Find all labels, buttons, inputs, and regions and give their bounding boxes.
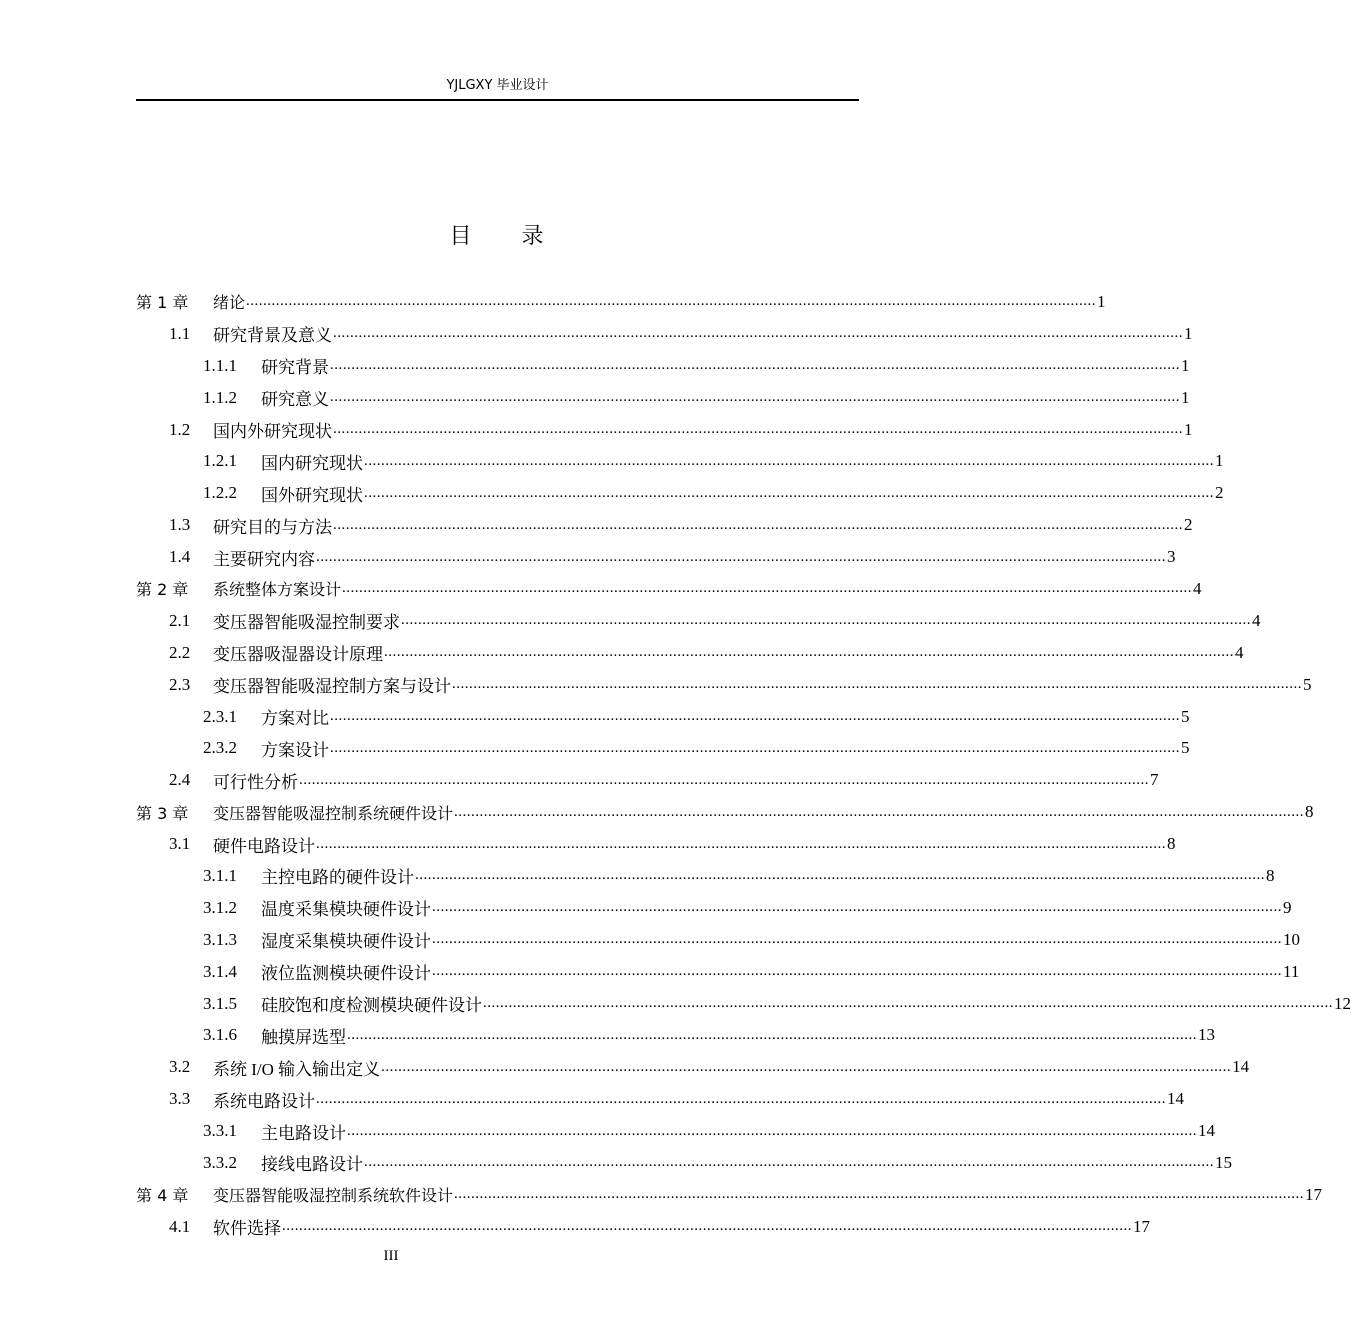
toc-entry-title: 触摸屏选型 xyxy=(261,1027,346,1047)
toc-entry-page: 1 xyxy=(1181,387,1190,407)
toc-leader-dots: ........................................................................................................................................................................................................ xyxy=(415,867,1265,884)
toc-entry-number: 3.1.4 xyxy=(203,961,237,981)
toc-entry-number: 3.1.2 xyxy=(203,897,237,917)
toc-entry[interactable] xyxy=(136,1147,1232,1179)
toc-leader-dots: ........................................................................................................................................................................................................ xyxy=(432,899,1282,916)
toc-entry-number: 第 3 章 xyxy=(136,803,189,823)
toc-leader-dots: ........................................................................................................................................................................................................ xyxy=(364,1154,1214,1171)
toc-entry[interactable] xyxy=(136,796,1314,828)
toc-entry-page: 1 xyxy=(1184,419,1193,439)
toc-entry-page: 14 xyxy=(1198,1121,1215,1141)
toc-entry-title: 国内研究现状 xyxy=(261,453,363,473)
toc-entry-title: 研究背景及意义 xyxy=(213,326,332,346)
toc-entry-title: 可行性分析 xyxy=(213,772,298,792)
toc-entry-page: 2 xyxy=(1215,483,1224,503)
toc-entry-title: 绪论 xyxy=(213,293,246,313)
toc-entry-page: 11 xyxy=(1283,961,1300,981)
toc-entry-page: 10 xyxy=(1283,929,1300,949)
toc-leader-dots: ........................................................................................................................................................................................................ xyxy=(282,1218,1132,1235)
toc-entry[interactable] xyxy=(136,764,1159,796)
toc-entry-number: 第 2 章 xyxy=(136,580,189,600)
toc-entry[interactable] xyxy=(136,924,1300,956)
toc-entry-page: 3 xyxy=(1167,547,1176,567)
toc-leader-dots: ........................................................................................................................................................................................................ xyxy=(316,548,1166,565)
toc-entry-title: 主控电路的硬件设计 xyxy=(261,868,414,888)
toc-entry[interactable] xyxy=(136,701,1190,733)
toc-entry-page: 5 xyxy=(1181,738,1190,758)
toc-leader-dots: ........................................................................................................................................................................................................ xyxy=(364,484,1214,501)
toc-entry[interactable] xyxy=(136,541,1176,573)
toc-entry-number: 3.1.5 xyxy=(203,993,237,1013)
toc-entry-page: 14 xyxy=(1232,1057,1250,1077)
toc-entry-number: 1.4 xyxy=(169,547,191,567)
toc-title: 目 录 xyxy=(449,224,546,249)
toc-leader-dots: ........................................................................................................................................................................................................ xyxy=(333,421,1183,437)
toc-entry-page: 7 xyxy=(1150,770,1159,790)
toc-entry-number: 1.3 xyxy=(169,515,191,535)
toc-entry[interactable] xyxy=(136,988,1351,1020)
toc-entry[interactable] xyxy=(136,956,1300,988)
toc-entry-page: 17 xyxy=(1133,1216,1150,1236)
toc-leader-dots: ........................................................................................................................................................................................................ xyxy=(483,995,1333,1012)
toc-leader-dots: ........................................................................................................................................................................................................ xyxy=(316,835,1166,852)
toc-entry-number: 3.3 xyxy=(169,1089,191,1109)
toc-leader-dots: ........................................................................................................................................................................................................ xyxy=(401,612,1251,629)
toc-entry[interactable] xyxy=(136,350,1190,382)
toc-entry-title: 系统 I/O 输入输出定义 xyxy=(213,1059,381,1079)
toc-entry-title: 主电路设计 xyxy=(261,1123,346,1143)
toc-entry-number: 3.1.6 xyxy=(203,1025,237,1045)
toc-entry-number: 第 1 章 xyxy=(136,293,189,313)
toc-entry-number: 3.3.1 xyxy=(203,1121,237,1141)
toc-entry-page: 8 xyxy=(1266,865,1275,885)
toc-entry-number: 4.1 xyxy=(169,1216,191,1236)
toc-entry-title: 液位监测模块硬件设计 xyxy=(261,964,431,984)
toc-leader-dots: ........................................................................................................................................................................................................ xyxy=(299,771,1149,788)
toc-entry[interactable] xyxy=(136,286,1106,318)
toc-entry-title: 变压器智能吸湿控制系统硬件设计 xyxy=(213,803,454,823)
toc-entry-title: 变压器智能吸湿控制要求 xyxy=(213,613,400,633)
toc-leader-dots: ........................................................................................................................................................................................................ xyxy=(330,739,1180,756)
toc-leader-dots: ........................................................................................................................................................................................................ xyxy=(342,580,1193,597)
toc-entry-number: 3.1 xyxy=(169,834,191,854)
toc-leader-dots: ........................................................................................................................................................................................................ xyxy=(333,325,1183,342)
toc-entry-title: 国内外研究现状 xyxy=(213,422,332,441)
toc-leader-dots: ........................................................................................................................................................................................................ xyxy=(452,676,1302,693)
toc-entry-page: 5 xyxy=(1181,706,1190,726)
page-header: YJLGXY 毕业设计 xyxy=(446,78,549,93)
toc-entry[interactable] xyxy=(136,1115,1215,1147)
toc-leader-dots: ........................................................................................................................................................................................................ xyxy=(330,389,1180,406)
toc-leader-dots: ........................................................................................................................................................................................................ xyxy=(333,516,1183,533)
toc-entry-title: 湿度采集模块硬件设计 xyxy=(261,932,431,952)
toc-entry-page: 14 xyxy=(1167,1089,1184,1109)
toc-entry-number: 1.2 xyxy=(169,419,191,439)
toc-entry-page: 8 xyxy=(1167,834,1176,854)
toc-entry-number: 3.1.3 xyxy=(203,929,237,949)
toc-entry[interactable] xyxy=(136,1051,1250,1083)
toc-entry-page: 1 xyxy=(1097,291,1106,311)
toc-leader-dots: ........................................................................................................................................................................................................ xyxy=(454,1186,1305,1203)
toc-entry[interactable] xyxy=(136,892,1292,924)
toc-entry-title: 研究意义 xyxy=(261,390,329,410)
toc-entry-title: 系统电路设计 xyxy=(213,1091,315,1111)
toc-entry-page: 15 xyxy=(1215,1152,1232,1172)
table-of-contents xyxy=(136,286,1351,1243)
page-number: III xyxy=(383,1248,399,1264)
toc-leader-dots: ........................................................................................................................................................................................................ xyxy=(432,931,1282,948)
toc-entry[interactable] xyxy=(136,573,1202,605)
toc-entry[interactable] xyxy=(136,477,1224,509)
toc-entry-title: 变压器智能吸湿控制系统软件设计 xyxy=(213,1186,454,1206)
toc-entry[interactable] xyxy=(136,382,1190,414)
toc-entry-title: 方案对比 xyxy=(261,709,329,729)
toc-entry-page: 2 xyxy=(1184,515,1193,535)
toc-entry-page: 1 xyxy=(1215,451,1224,471)
toc-entry-number: 3.1.1 xyxy=(203,865,237,885)
toc-entry-page: 9 xyxy=(1283,897,1292,917)
toc-entry-title: 系统整体方案设计 xyxy=(213,580,342,600)
toc-entry-page: 1 xyxy=(1184,323,1193,343)
toc-leader-dots: ........................................................................................................................................................................................................ xyxy=(364,452,1214,469)
toc-entry-title: 接线电路设计 xyxy=(261,1155,363,1175)
toc-entry-page: 13 xyxy=(1198,1025,1215,1045)
header-rule xyxy=(136,99,859,101)
toc-leader-dots: ........................................................................................................................................................................................................ xyxy=(246,293,1097,310)
toc-entry-title: 变压器吸湿器设计原理 xyxy=(213,645,383,665)
toc-entry-page: 12 xyxy=(1334,993,1351,1013)
toc-entry[interactable] xyxy=(136,1211,1150,1243)
toc-entry-title: 研究背景 xyxy=(261,358,329,378)
toc-leader-dots: ........................................................................................................................................................................................................ xyxy=(330,357,1180,374)
toc-entry-number: 2.4 xyxy=(169,770,191,790)
toc-entry[interactable] xyxy=(136,605,1261,637)
toc-entry-number: 第 4 章 xyxy=(136,1186,189,1206)
toc-entry-page: 4 xyxy=(1235,642,1244,662)
toc-entry-page: 1 xyxy=(1181,355,1190,375)
toc-entry-title: 研究目的与方法 xyxy=(213,517,332,537)
toc-entry-page: 4 xyxy=(1252,610,1261,630)
toc-entry-number: 2.3 xyxy=(169,674,191,694)
toc-entry-number: 1.1.1 xyxy=(203,355,237,375)
toc-entry-title: 国外研究现状 xyxy=(261,485,363,505)
toc-entry-page: 17 xyxy=(1305,1184,1323,1204)
toc-entry[interactable] xyxy=(136,445,1224,477)
toc-entry-page: 5 xyxy=(1303,674,1312,694)
toc-leader-dots: ........................................................................................................................................................................................................ xyxy=(347,1026,1197,1043)
toc-entry[interactable] xyxy=(136,1083,1184,1115)
toc-entry-title: 硅胶饱和度检测模块硬件设计 xyxy=(261,996,482,1016)
toc-entry-number: 3.3.2 xyxy=(203,1152,237,1172)
toc-entry[interactable] xyxy=(136,860,1275,892)
toc-leader-dots: ........................................................................................................................................................................................................ xyxy=(432,963,1282,980)
toc-entry[interactable] xyxy=(136,1179,1323,1211)
toc-leader-dots: ........................................................................................................................................................................................................ xyxy=(381,1058,1232,1075)
toc-entry[interactable] xyxy=(136,414,1193,446)
toc-entry-title: 方案设计 xyxy=(261,740,329,760)
toc-entry-number: 1.1 xyxy=(169,323,191,343)
toc-leader-dots: ........................................................................................................................................................................................................ xyxy=(454,803,1305,820)
toc-entry-number: 1.2.2 xyxy=(203,483,237,503)
toc-entry-number: 2.2 xyxy=(169,642,191,662)
toc-entry[interactable] xyxy=(136,732,1190,764)
toc-entry[interactable] xyxy=(136,669,1312,701)
toc-entry-page: 8 xyxy=(1305,802,1314,822)
toc-leader-dots: ........................................................................................................................................................................................................ xyxy=(384,644,1234,661)
toc-entry[interactable] xyxy=(136,828,1176,860)
toc-leader-dots: ........................................................................................................................................................................................................ xyxy=(316,1090,1166,1107)
toc-leader-dots: ........................................................................................................................................................................................................ xyxy=(347,1122,1197,1139)
toc-entry-page: 4 xyxy=(1193,578,1202,598)
toc-entry[interactable] xyxy=(136,637,1244,669)
toc-entry-number: 2.3.2 xyxy=(203,738,237,758)
toc-entry[interactable] xyxy=(136,318,1193,350)
toc-entry-number: 3.2 xyxy=(169,1057,191,1077)
toc-entry-title: 硬件电路设计 xyxy=(213,836,315,856)
toc-entry-number: 2.3.1 xyxy=(203,706,237,726)
toc-leader-dots: ........................................................................................................................................................................................................ xyxy=(330,708,1180,725)
toc-entry-number: 2.1 xyxy=(169,610,191,630)
toc-entry-title: 变压器智能吸湿控制方案与设计 xyxy=(213,677,451,697)
toc-entry-title: 主要研究内容 xyxy=(213,549,315,569)
toc-entry[interactable] xyxy=(136,509,1193,541)
toc-entry-number: 1.1.2 xyxy=(203,387,237,407)
toc-entry-title: 软件选择 xyxy=(213,1219,281,1239)
toc-entry-title: 温度采集模块硬件设计 xyxy=(261,900,431,920)
toc-entry[interactable] xyxy=(136,1019,1215,1051)
toc-entry-number: 1.2.1 xyxy=(203,451,237,471)
